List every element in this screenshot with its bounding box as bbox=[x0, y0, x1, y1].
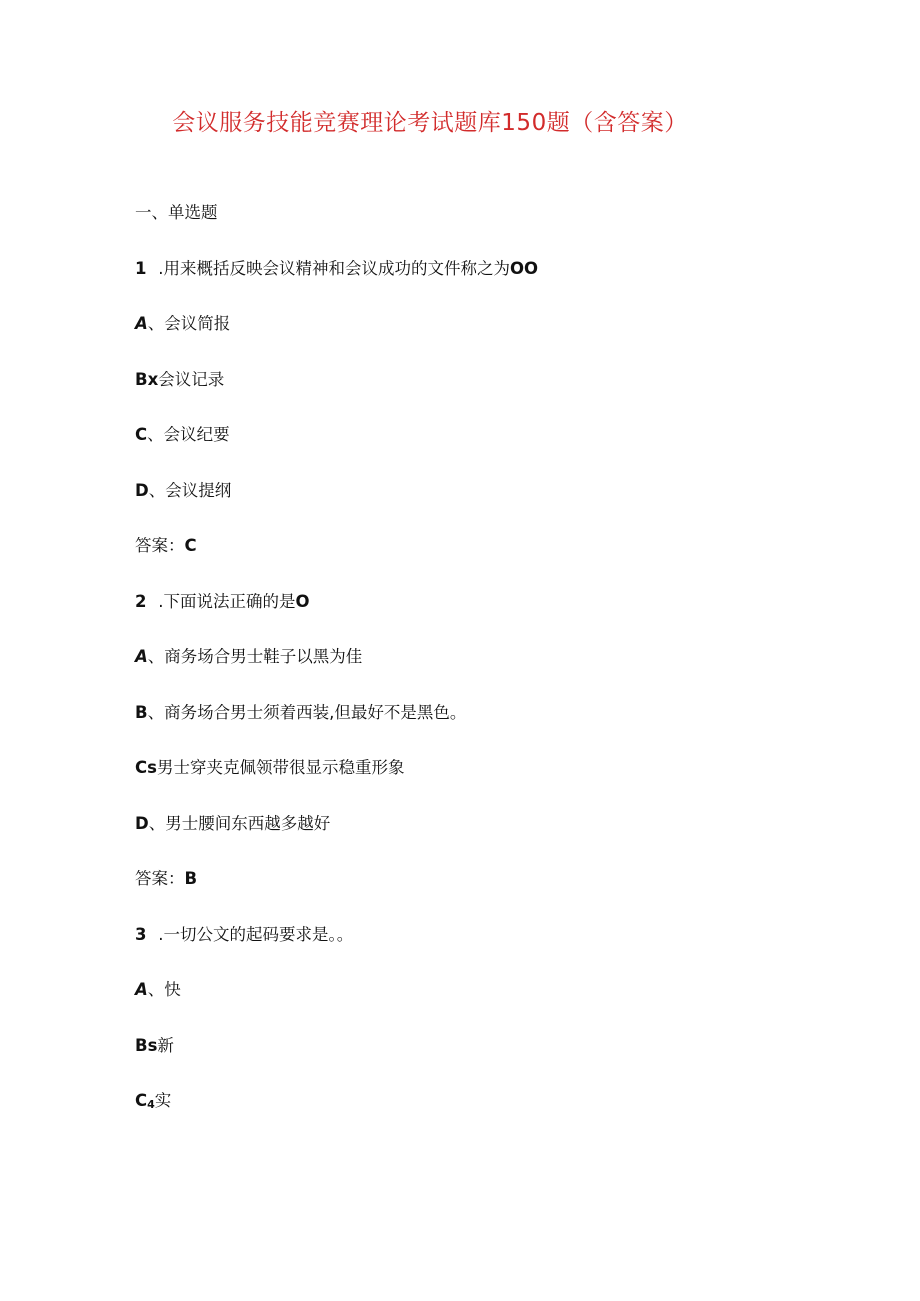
question-1-option-c bbox=[135, 424, 230, 446]
question-blank: O bbox=[295, 592, 310, 611]
option-key: A bbox=[135, 980, 148, 999]
question-2-option-b bbox=[135, 702, 466, 724]
question-1-stem bbox=[135, 258, 538, 280]
option-key: A bbox=[135, 647, 148, 666]
option-sep: 、 bbox=[147, 314, 165, 333]
question-1-option-d bbox=[135, 480, 231, 502]
question-1-option-a bbox=[135, 313, 230, 335]
option-text: 男士腰间东西越多越好 bbox=[165, 814, 331, 833]
question-text: .用来概括反映会议精神和会议成功的文件称之为 bbox=[158, 259, 510, 278]
option-text: 男士穿夹克佩领带很显示稳重形象 bbox=[156, 758, 405, 777]
question-number: 3 bbox=[135, 925, 147, 944]
option-text: 会议纪要 bbox=[163, 425, 230, 444]
section-heading: 一、单选题 bbox=[135, 203, 218, 222]
answer-label: 答案： bbox=[135, 869, 185, 888]
question-3-stem bbox=[135, 924, 353, 946]
question-2-stem bbox=[135, 591, 310, 613]
option-sep: 、 bbox=[148, 814, 166, 833]
option-key: B bbox=[135, 703, 148, 722]
question-3-option-b bbox=[135, 1035, 174, 1057]
question-3-option-a bbox=[135, 979, 181, 1001]
answer-value: C bbox=[184, 536, 197, 555]
option-key: D bbox=[135, 481, 149, 500]
option-sep: 、 bbox=[147, 425, 164, 444]
option-sep: 、 bbox=[147, 980, 165, 999]
page-title: 会议服务技能竞赛理论考试题库150题（含答案） bbox=[172, 110, 688, 136]
question-1-option-b bbox=[135, 369, 224, 391]
option-key: C bbox=[135, 1091, 148, 1110]
option-text: 会议简报 bbox=[164, 314, 231, 333]
answer-value: B bbox=[184, 869, 198, 888]
option-text: 会议提纲 bbox=[165, 481, 232, 500]
option-key: D bbox=[135, 814, 149, 833]
option-text: 会议记录 bbox=[158, 370, 225, 389]
option-key: Cs bbox=[135, 758, 157, 777]
question-2-option-c bbox=[135, 757, 404, 779]
question-1-answer bbox=[135, 535, 197, 557]
question-2-option-d bbox=[135, 813, 330, 835]
option-sep: 、 bbox=[147, 647, 165, 666]
question-2-option-a bbox=[135, 646, 362, 668]
answer-label: 答案： bbox=[135, 536, 185, 555]
option-key-subscript: 4 bbox=[147, 1098, 155, 1111]
question-number: 1 bbox=[135, 259, 147, 278]
option-key: Bs bbox=[135, 1036, 158, 1055]
option-text: 实 bbox=[154, 1091, 172, 1110]
option-text: 新 bbox=[157, 1036, 174, 1055]
option-text: 快 bbox=[164, 980, 181, 999]
option-sep: 、 bbox=[147, 703, 165, 722]
option-key: C bbox=[135, 425, 148, 444]
question-blank: OO bbox=[510, 259, 539, 278]
question-2-answer bbox=[135, 868, 197, 890]
option-sep: 、 bbox=[148, 481, 166, 500]
question-number: 2 bbox=[135, 592, 147, 611]
option-text: 商务场合男士须着西装,但最好不是黑色。 bbox=[164, 703, 467, 722]
option-key: Bx bbox=[135, 370, 159, 389]
question-3-option-c bbox=[135, 1090, 171, 1116]
question-text: .一切公文的起码要求是。。 bbox=[158, 925, 354, 944]
question-text: .下面说法正确的是 bbox=[158, 592, 296, 611]
option-key: A bbox=[135, 314, 148, 333]
option-text: 商务场合男士鞋子以黑为佳 bbox=[164, 647, 363, 666]
